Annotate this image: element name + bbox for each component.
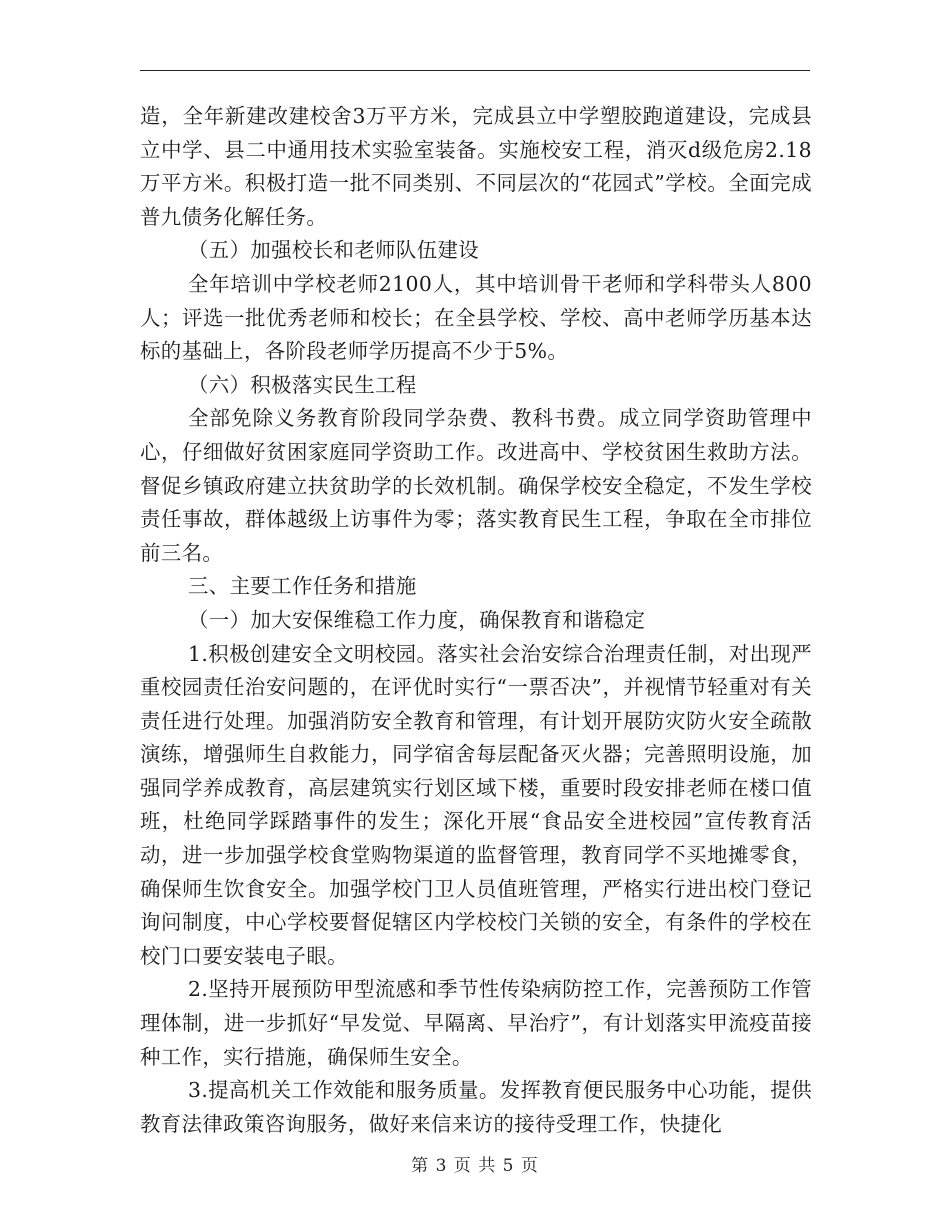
header-rule (140, 70, 810, 71)
section-heading-5: （五）加强校长和老师队伍建设 (188, 238, 480, 263)
section-heading-6: （六）积极落实民生工程 (188, 372, 417, 397)
section-heading-security: （一）加大安保维稳工作力度，确保教育和谐稳定 (188, 607, 646, 632)
paragraph-continuation: 造，全年新建改建校舍3万平方米，完成县立中学塑胶跑道建设，完成县立中学、县二中通用技术实验室装备。实施校安工程，消灭d级危房2.18万平方米。积极打造一批不同类别、不同层次的“花园式”学校。全面完成普九债务化解任务。 (140, 104, 812, 229)
paragraph-item-1: 1.积极创建安全文明校园。落实社会治安综合治理责任制，对出现严重校园责任治安问题的，在评优时实行“一票否决”，并视情节轻重对有关责任进行处理。加强消防安全教育和管理，有计划开展防灾防火安全疏散演练，增强师生自救能力，同学宿舍每层配备灭火器；完善照明设施，加强同学养成教育，高层建筑实行划区域下楼，重要时段安排老师在楼口值班，杜绝同学踩踏事件的发生；深化开展“食品安全进校园”宣传教育活动，进一步加强学校食堂购物渠道的监督管理，教育同学不买地摊零食，确保师生饮食安全。加强学校门卫人员值班管理，严格实行进出校门登记询问制度，中心学校要督促辖区内学校校门关锁的安全，有条件的学校在校门口要安装电子眼。 (140, 641, 812, 968)
paragraph-item-3: 3.提高机关工作效能和服务质量。发挥教育便民服务中心功能，提供教育法律政策咨询服务，做好来信来访的接待受理工作，快捷化 (140, 1078, 812, 1136)
document-body (140, 100, 812, 1141)
paragraph-livelihood: 全部免除义务教育阶段同学杂费、教科书费。成立同学资助管理中心，仔细做好贫困家庭同学资助工作。改进高中、学校贫困生救助方法。督促乡镇政府建立扶贫助学的长效机制。确保学校安全稳定，不发生学校责任事故，群体越级上访事件为零；落实教育民生工程，争取在全市排位前三名。 (140, 406, 812, 565)
page-footer: 第 3 页 共 5 页 (411, 1156, 539, 1176)
paragraph-teacher-training: 全年培训中学校老师2100人，其中培训骨干老师和学科带头人800人；评选一批优秀老师和校长；在全县学校、学校、高中老师学历基本达标的基础上，各阶段老师学历提高不少于5%。 (140, 271, 812, 364)
paragraph-item-2: 2.坚持开展预防甲型流感和季节性传染病防控工作，完善预防工作管理体制，进一步抓好“早发觉、早隔离、早治疗”，有计划落实甲流疫苗接种工作，实行措施，确保师生安全。 (140, 977, 812, 1069)
section-heading-main-tasks: 三、主要工作任务和措施 (188, 574, 417, 599)
